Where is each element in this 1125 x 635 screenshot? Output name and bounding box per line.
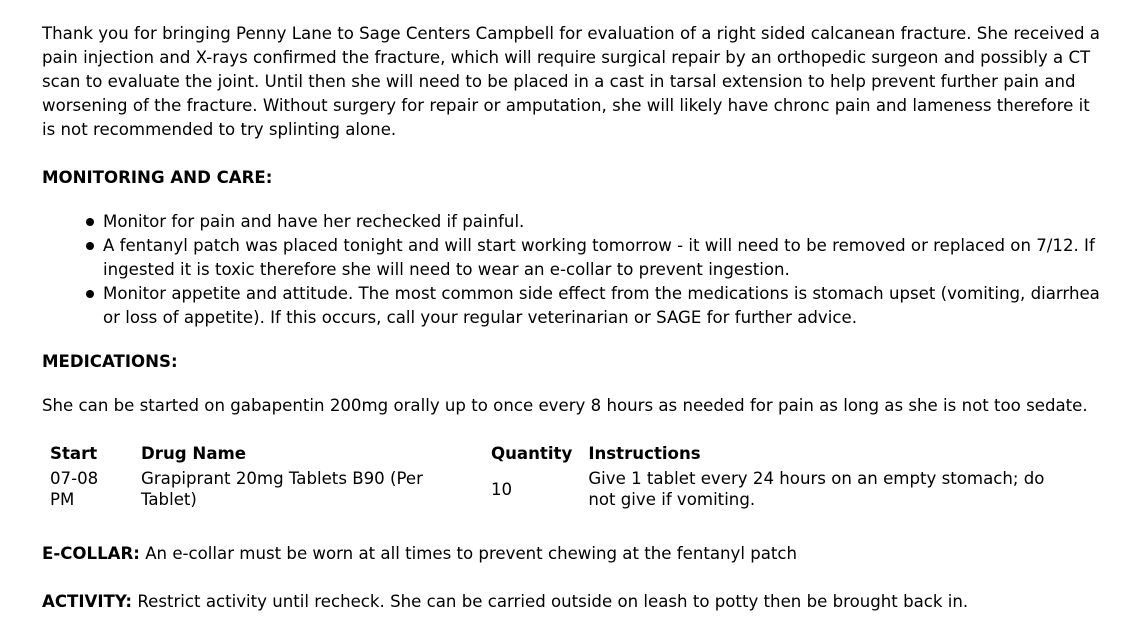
prescription-table — [42, 438, 1082, 510]
cell-start: 07-08 PM — [50, 469, 99, 509]
list-item: Monitor for pain and have her rechecked if painful. — [103, 210, 1107, 234]
cell-drug-name: Grapiprant 20mg Tablets B90 (Per Tablet) — [141, 469, 423, 509]
monitoring-list — [42, 210, 1107, 330]
intro-paragraph: Thank you for bringing Penny Lane to Sage Centers Campbell for evaluation of a right sided calcanean fracture. She received a pain injection and X-rays confirmed the fracture, which will require surgical repair by an orthopedic surgeon and possibly a CT scan to evaluate the joint. Until then she will need to be placed in a cast in tarsal extension to help prevent further pain and worsening of the fracture. Without surgery for repair or amputation, she will likely have chronc pain and lameness therefore it is not recommended to try splinting alone. — [42, 24, 1100, 139]
monitoring-heading: MONITORING AND CARE: — [42, 168, 273, 187]
ecollar-label: E-COLLAR: — [42, 544, 140, 563]
list-item: A fentanyl patch was placed tonight and will start working tomorrow - it will need to be removed or replaced on 7/12. If ingested it is toxic therefore she will need to wear an e-collar to prevent ingestion. — [103, 234, 1107, 282]
cell-quantity: 10 — [491, 479, 513, 499]
cell-instructions: Give 1 tablet every 24 hours on an empty stomach; do not give if vomiting. — [588, 469, 1045, 509]
header-start: Start — [50, 444, 98, 463]
table-row — [42, 468, 1082, 510]
medications-intro: She can be started on gabapentin 200mg orally up to once every 8 hours as needed for pain as long as she is not too sedate. — [42, 396, 1088, 415]
header-drug-name: Drug Name — [141, 444, 247, 463]
activity-label: ACTIVITY: — [42, 592, 133, 611]
discharge-document — [42, 22, 1107, 614]
ecollar-text: An e-collar must be worn at all times to prevent chewing at the fentanyl patch — [139, 544, 798, 563]
activity-text: Restrict activity until recheck. She can be carried outside on leash to potty then be brought back in. — [132, 592, 969, 611]
header-instructions: Instructions — [588, 444, 701, 463]
ecollar-paragraph — [42, 542, 1107, 566]
list-item: Monitor appetite and attitude. The most common side effect from the medications is stomach upset (vomiting, diarrhea or loss of appetite). If this occurs, call your regular veterinarian or SAGE for further advice. — [103, 282, 1107, 330]
medications-heading: MEDICATIONS: — [42, 352, 178, 371]
table-header-row — [42, 438, 1082, 468]
activity-paragraph — [42, 590, 1107, 614]
header-quantity: Quantity — [491, 444, 573, 463]
